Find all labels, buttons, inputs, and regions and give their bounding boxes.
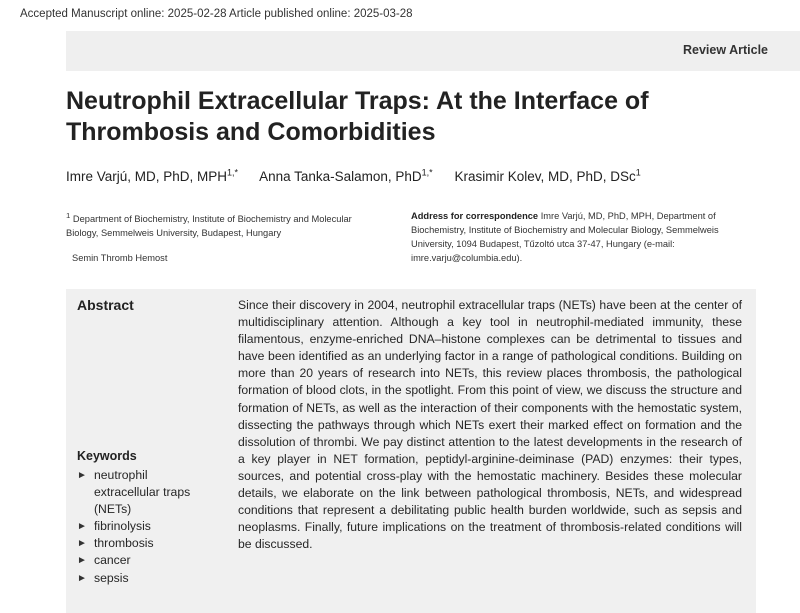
abstract-box (66, 289, 756, 613)
keyword-list (77, 467, 194, 587)
correspondence-label: Address for correspondence (411, 211, 539, 221)
keyword-item: ► sepsis (77, 570, 194, 587)
keyword-item: ► neutrophil extracellular traps (NETs) (77, 468, 191, 517)
correspondence (411, 209, 741, 265)
author: Imre Varjú, MD, PhD, $MPH^{1,*}$ (66, 167, 239, 184)
author-list (66, 167, 659, 184)
correspondence-text: Imre Varjú, MD, PhD, MPH, Department of Biochemistry, Institute of Biochemistry and Molecular Biology, Semmelweis University, 1094 Budapest, Tűzoltó utca 37-47, Hungary (e-mail: imre.varju@columbia.edu). (411, 211, 719, 263)
keyword-item: ► fibrinolysis (77, 518, 194, 535)
affiliation-marker: 1 (66, 211, 71, 220)
top-banner (0, 0, 800, 34)
affiliation (66, 209, 376, 240)
keyword-item: ► thrombosis (77, 535, 194, 552)
author: Anna Tanka-Salamon, PhD$^{1,*}$ (259, 167, 433, 184)
arrow-bullet-icon: ► (77, 470, 87, 481)
title-line-1: Neutrophil Extracellular Traps: At the Interface of (66, 87, 649, 115)
keyword-item: ► cancer (77, 552, 194, 569)
publication-dates: Accepted Manuscript online: 2025-02-28 Article published online: 2025-03-28 (20, 8, 413, 20)
article-title (66, 86, 766, 148)
abstract-heading: Abstract (77, 297, 134, 313)
arrow-bullet-icon: ► (77, 555, 87, 567)
keywords-heading: Keywords (77, 449, 137, 463)
affiliation-text: Department of Biochemistry, Institute of Biochemistry and Molecular Biology, Semmelweis University, Budapest, Hungary (66, 214, 352, 239)
arrow-bullet-icon: ► (77, 572, 87, 584)
arrow-bullet-icon: ► (77, 538, 87, 550)
title-line-2: Thrombosis and Comorbidities (66, 118, 436, 146)
arrow-bullet-icon: ► (77, 521, 87, 533)
abstract-text: Since their discovery in 2004, neutrophil extracellular traps (NETs) have been at the center of multidisciplinary attention. Although a key tool in neutrophil-mediated immunity, these filamentous, enzyme-enriched DNA–histone complexes can be detrimental to tissues and have been identified as an underlying factor in a range of pathological conditions. Building on more than 20 years of research into NETs, this review places thrombosis, the pathological formation of blood clots, in the spotlight. From this point of view, we discuss the structure and formation of NETs, as well as the interaction of their components with the hemostatic system, dissecting the pathways through which NETs exert their marked effect on formation and the dissolution of thrombi. We pay distinct attention to the latest developments in the research of a key player in NET formation, peptidyl-arginine-deiminase (PAD) enzymes: their types, sources, and potential cross-play with the hemostatic machinery. Besides these molecular details, we elaborate on the link between pathological thrombosis, NETs, and widespread conditions that represent a debilitating public health burden worldwide, such as sepsis and neoplasms. Finally, future implications on the treatment of thrombosis-related conditions will be discussed. (238, 298, 742, 552)
author: Krasimir Kolev, MD, PhD, DSc$^1$ (454, 167, 641, 184)
journal-name: Semin Thromb Hemost (72, 253, 168, 263)
header-band (66, 31, 800, 71)
article-type: Review Article (683, 43, 768, 57)
